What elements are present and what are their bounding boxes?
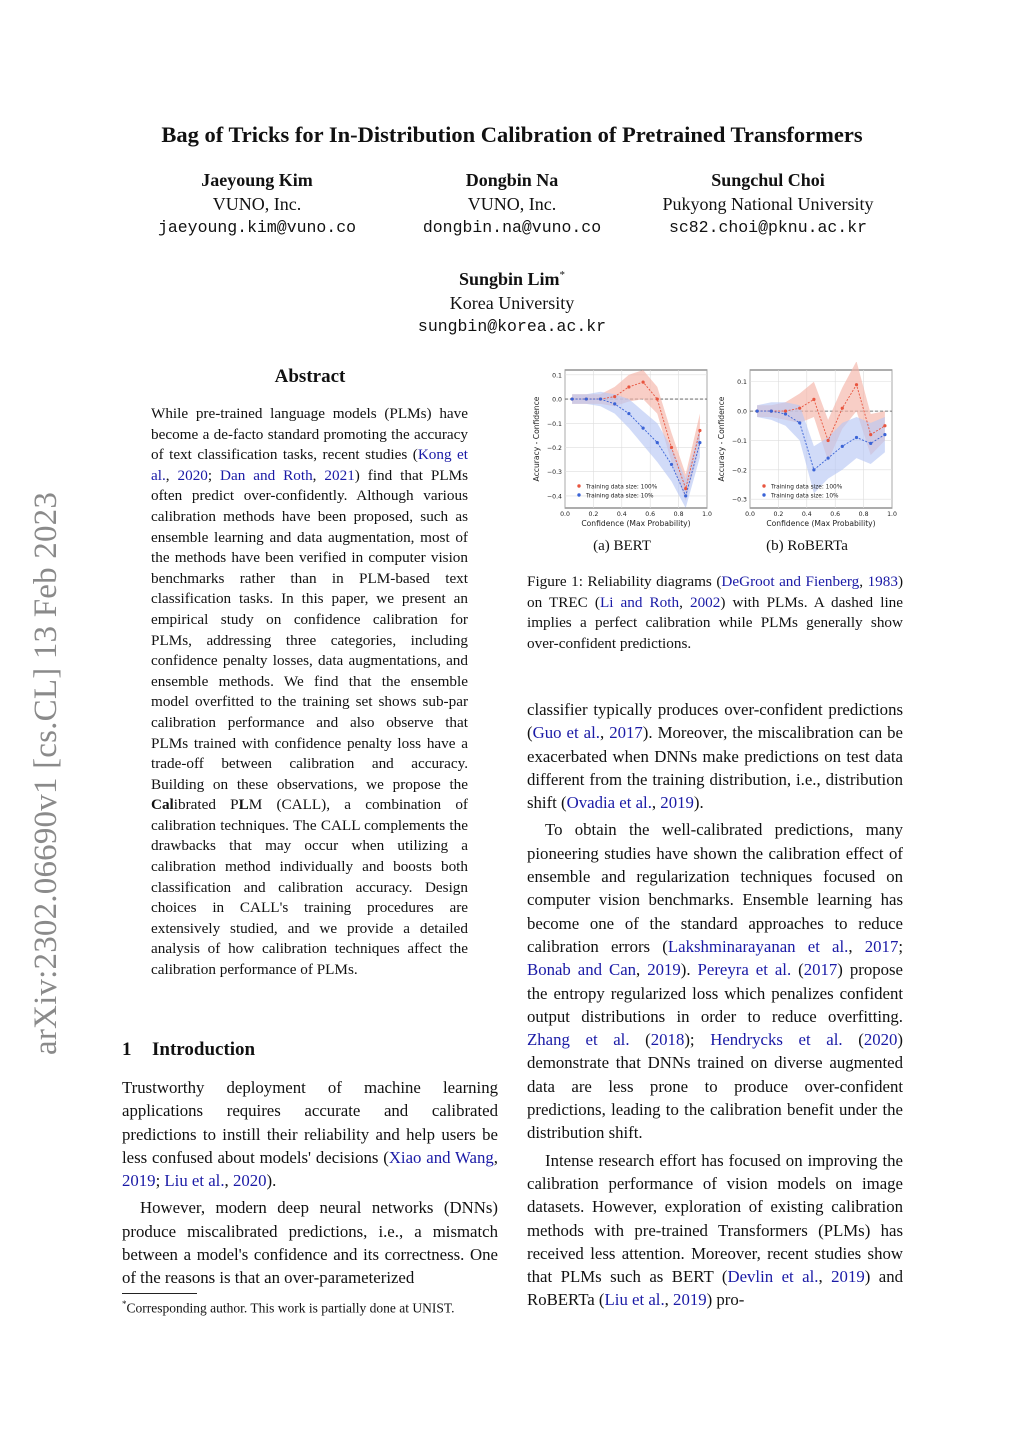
abstract-text: , (312, 466, 325, 484)
citation-link[interactable]: Lakshminarayanan et al. (667, 936, 849, 956)
x-axis-label: Confidence (Max Probability) (766, 519, 876, 528)
body-text: ). (680, 960, 698, 980)
citation-link[interactable]: 2017 (803, 960, 838, 980)
citation-link[interactable]: 2019 (660, 793, 694, 813)
y-tick-label: −0.3 (731, 496, 747, 504)
citation-link[interactable]: 1983 (867, 573, 898, 590)
intro-right-column (527, 698, 903, 1316)
author-email[interactable]: jaeyoung.kim@vuno.co (157, 218, 357, 237)
citation-link[interactable]: Devlin et al. (727, 1267, 819, 1287)
section-heading-introduction (122, 1039, 255, 1061)
legend-label: Training data size: 100% (586, 484, 658, 491)
citation-link[interactable]: Dan and Roth (220, 466, 313, 484)
body-text: ). (266, 1171, 277, 1191)
citation-link[interactable]: 2021 (324, 466, 355, 484)
footnote-mark: * (122, 1299, 127, 1309)
x-tick-label: 0.2 (773, 511, 784, 518)
abstract-heading: Abstract (274, 366, 346, 387)
author-email[interactable]: sungbin@korea.ac.kr (417, 317, 607, 336)
subfigure-label-a: (a) BERT (593, 538, 651, 554)
data-point-red (642, 381, 645, 384)
author-affiliation: Korea University (449, 293, 575, 313)
citation-link[interactable]: Zhang et al. (527, 1030, 630, 1050)
x-tick-label: 0.8 (858, 511, 869, 518)
data-point-red (627, 385, 630, 388)
abstract-body (151, 404, 468, 981)
body-paragraph: However, modern deep neural networks (DNNs) produce miscalibrated predictions, i.e., a mismatch between a model's confidence and its correctness. One of the reasons is that an over-parameterized (122, 1198, 498, 1288)
x-axis-label: Confidence (Max Probability) (581, 519, 691, 528)
figure-1b-roberta (712, 362, 902, 532)
body-text: ) and RoBERTa ( (527, 1267, 904, 1310)
data-point-blue (869, 442, 872, 445)
citation-link[interactable]: 2020 (177, 466, 208, 484)
x-tick-label: 1.0 (887, 511, 897, 518)
y-axis-label: Accuracy - Confidence (532, 396, 541, 482)
body-text: ; (898, 936, 903, 956)
caption-text: ) with PLMs. A dashed line implies a perfect calibration while PLMs generally show over-confident predictions. (527, 593, 904, 652)
subfigure-label-b: (b) RoBERTa (766, 538, 848, 554)
body-text: ( (629, 1030, 651, 1050)
data-point-red (855, 383, 858, 386)
caption-text: , (859, 573, 868, 590)
body-text: ). (693, 793, 704, 813)
y-tick-label: −0.4 (546, 493, 562, 501)
body-text: , (664, 1290, 674, 1310)
data-point-blue (684, 494, 687, 497)
abstract-bold: L (238, 796, 249, 814)
y-tick-label: 0.0 (552, 396, 562, 404)
reliability-diagram-roberta (712, 362, 902, 532)
y-tick-label: −0.3 (546, 469, 562, 477)
data-point-blue (798, 421, 801, 424)
arxiv-sidebar: arXiv:2302.06690v1 [cs.CL] 13 Feb 2023 (28, 491, 64, 1055)
citation-link[interactable]: 2017 (864, 936, 899, 956)
author-email[interactable]: dongbin.na@vuno.co (422, 218, 602, 237)
body-text: , (493, 1147, 498, 1167)
data-point-red (670, 446, 673, 449)
body-text: ) demonstrate that DNNs trained on diverse augmented data are less prone to produce over-confident predictions, leading to the calibration benefit under the distribution shift. (527, 1030, 903, 1143)
data-point-blue (571, 397, 574, 400)
body-text: ). Moreover, the miscalibration can be exacerbated when DNNs make predictions on test data different from the training distribution, i.e., distribution shift ( (527, 723, 904, 813)
figure-caption (527, 572, 903, 654)
data-point-blue (599, 397, 602, 400)
citation-link[interactable]: 2002 (689, 593, 721, 611)
author-affiliation: Pukyong National University (662, 194, 874, 214)
citation-link[interactable]: Pereyra et al. (697, 960, 792, 980)
author-name: Sungchul Choi (711, 170, 825, 190)
data-point-red (812, 398, 815, 401)
citation-link[interactable]: 2018 (650, 1030, 685, 1050)
citation-link[interactable]: 2019 (647, 960, 681, 980)
caption-text: ) on TREC ( (527, 573, 903, 611)
x-tick-label: 0.4 (801, 511, 812, 518)
data-point-red (684, 487, 687, 490)
paper-title: Bag of Tricks for In-Distribution Calibration of Pretrained Transformers (161, 122, 863, 147)
citation-link[interactable]: 2019 (122, 1171, 156, 1191)
abstract-text: ) find that PLMs often predict over-confidently. Although various calibration methods have been proposed, such as ensemble learning and data augmentation, most of the methods have been verified in computer vision benchmarks rather than in PLM-based text classification tasks. In this paper, we present an empirical study on confidence calibration for PLMs, addressing three categories, including confidence penalty losses, data augmentations, and ensemble methods. We find that the ensemble model overfitted to the training set shows sub-par calibration performance and also observe that PLMs trained with confidence penalty loss have a trade-off between calibration and accuracy. Building on these observations, we propose the (151, 466, 469, 793)
citation-link[interactable]: 2019 (673, 1290, 707, 1310)
abstract-text: , (165, 466, 178, 484)
x-tick-label: 0.6 (645, 511, 656, 518)
body-text: , (599, 723, 610, 743)
citation-link[interactable]: Xiao and Wang (388, 1147, 494, 1167)
data-point-red (827, 439, 830, 442)
footnote (122, 1296, 498, 1317)
intro-left-column (122, 1076, 498, 1294)
body-text: To obtain the well-calibrated predictions, many pioneering studies have shown the calibration effect of ensemble and regularization techniques focused on computer vision benchmarks. Ensemble learning has become one of the standard approaches to reduce calibration errors ( (527, 820, 903, 956)
body-text: ; (155, 1171, 165, 1191)
body-text: ) pro- (706, 1290, 745, 1310)
y-tick-label: 0.0 (737, 408, 747, 416)
data-point-blue (642, 427, 645, 430)
author-email[interactable]: sc82.choi@pknu.ac.kr (668, 218, 868, 237)
x-tick-label: 0.6 (830, 511, 841, 518)
citation-link[interactable]: Ovadia et al. (566, 793, 652, 813)
body-text: ) propose the entropy regularized loss which penalizes confident output distributions in order to reduce overfitting. (527, 960, 903, 1026)
citation-link[interactable]: Kong et al. (151, 446, 468, 484)
body-text: ( (842, 1030, 864, 1050)
abstract-text: M (CALL), a combination of calibration techniques. The CALL complements the drawbacks that may occur when utilizing a calibration method individually and boosts both classification and calibration accuracy. Design choices in CALL's training procedures are extensively studied, and we provide a detailed analysis of how calibration techniques affect the calibration performance of PLMs. (151, 796, 468, 979)
data-point-blue (627, 412, 630, 415)
author-4 (382, 263, 642, 339)
author-name: Jaeyoung Kim (201, 170, 313, 190)
data-point-blue (841, 445, 844, 448)
section-title: Introduction (152, 1039, 256, 1060)
data-point-red (883, 424, 886, 427)
abstract-text: ibrated P (173, 796, 239, 814)
citation-link[interactable]: 2017 (609, 723, 643, 743)
citation-link[interactable]: 2019 (831, 1267, 865, 1287)
y-axis-label: Accuracy - Confidence (717, 396, 726, 482)
data-point-red (613, 395, 616, 398)
corresponding-mark: * (559, 269, 566, 281)
author-affiliation: VUNO, Inc. (212, 194, 302, 214)
data-point-blue (670, 463, 673, 466)
data-point-blue (613, 402, 616, 405)
abstract-text: While pre-trained language models (PLMs) have become a de-facto standard promoting the accuracy of text classification tasks, recent studies ( (151, 405, 468, 464)
legend-label: Training data size: 10% (586, 493, 654, 500)
footnote-rule (122, 1293, 197, 1294)
body-text: , (651, 793, 661, 813)
author-1 (157, 168, 357, 240)
legend-label: Training data size: 10% (771, 493, 839, 500)
author-name: Dongbin Na (465, 170, 559, 190)
citation-link[interactable]: DeGroot and Fienberg (721, 573, 860, 590)
abstract-bold: Cal (151, 796, 174, 814)
author-name: Sungbin Lim (458, 269, 560, 289)
y-tick-label: 0.1 (737, 379, 747, 387)
data-point-red (698, 429, 701, 432)
citation-link[interactable]: Guo et al. (532, 723, 600, 743)
x-tick-label: 0.4 (616, 511, 627, 518)
author-affiliation: VUNO, Inc. (467, 194, 557, 214)
data-point-blue (698, 441, 701, 444)
caption-text: Figure 1: Reliability diagrams ( (527, 573, 722, 590)
body-text: , (636, 960, 648, 980)
legend-marker-blue (762, 493, 765, 496)
x-tick-label: 1.0 (702, 511, 712, 518)
body-text: ); (684, 1030, 711, 1050)
body-text: ( (791, 960, 804, 980)
citation-link[interactable]: Li and Roth (599, 593, 680, 611)
x-tick-label: 0.0 (745, 511, 755, 518)
citation-link[interactable]: Liu et al. (164, 1171, 225, 1191)
y-tick-label: −0.1 (731, 437, 747, 445)
data-point-blue (812, 468, 815, 471)
data-point-blue (656, 441, 659, 444)
figure-1a-bert (527, 362, 717, 532)
body-text: , (818, 1267, 832, 1287)
data-point-red (656, 397, 659, 400)
body-text: Trustworthy deployment of machine learning applications requires accurate and calibrated predictions to instill their reliability and help users be less confused about models' decisions ( (122, 1078, 498, 1167)
section-number: 1 (122, 1039, 132, 1060)
data-point-blue (855, 436, 858, 439)
reliability-diagram-bert (527, 362, 717, 532)
data-point-blue (784, 412, 787, 415)
y-tick-label: −0.1 (546, 420, 562, 428)
legend-marker-red (762, 484, 765, 487)
body-text: Intense research effort has focused on improving the calibration performance of vision models on image datasets. However, exploration of existing calibration methods with pre-trained Transformers (PLMs) has received less attention. Moreover, recent studies show that PLMs such as BERT ( (527, 1150, 903, 1287)
data-point-red (869, 433, 872, 436)
footnote-text: Corresponding author. This work is partially done at UNIST. (126, 1300, 455, 1316)
caption-text: , (679, 593, 690, 611)
x-tick-label: 0.2 (588, 511, 599, 518)
body-text: classifier typically produces over-confident predictions ( (527, 700, 903, 743)
citation-link[interactable]: Liu et al. (604, 1290, 665, 1310)
author-3 (638, 168, 898, 240)
data-point-blue (585, 397, 588, 400)
y-tick-label: −0.2 (546, 444, 562, 452)
legend-marker-blue (577, 493, 580, 496)
author-2 (412, 168, 612, 240)
y-tick-label: −0.2 (731, 467, 747, 475)
data-point-red (841, 407, 844, 410)
data-point-blue (883, 433, 886, 436)
body-text: , (224, 1171, 233, 1191)
body-text: , (848, 936, 865, 956)
data-point-red (798, 407, 801, 410)
citation-link[interactable]: 2020 (863, 1030, 898, 1050)
citation-link[interactable]: 2020 (232, 1171, 267, 1191)
data-point-blue (770, 410, 773, 413)
legend-marker-red (577, 484, 580, 487)
x-tick-label: 0.8 (673, 511, 684, 518)
x-tick-label: 0.0 (560, 511, 570, 518)
citation-link[interactable]: Hendrycks et al. (710, 1030, 843, 1050)
data-point-blue (756, 410, 759, 413)
data-point-blue (827, 456, 830, 459)
citation-link[interactable]: Bonab and Can (527, 960, 637, 980)
abstract-text: ; (207, 466, 221, 484)
legend-label: Training data size: 100% (771, 484, 843, 491)
data-point-red (784, 410, 787, 413)
y-tick-label: 0.1 (552, 372, 562, 380)
